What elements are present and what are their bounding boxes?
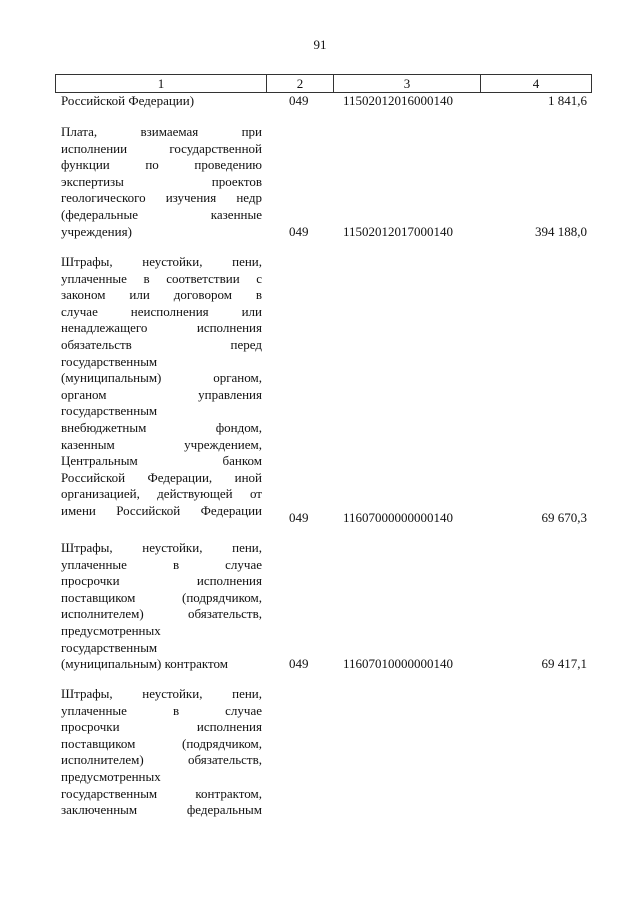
description-line: Штрафы, неустойки, пени, bbox=[61, 686, 262, 701]
row-description bbox=[61, 124, 262, 240]
description-line: Плата, взимаемая при bbox=[61, 124, 262, 139]
description-line: Штрафы, неустойки, пени, bbox=[61, 254, 262, 269]
description-line: заключенным федеральным bbox=[61, 802, 262, 818]
description-line: (муниципальным) органом, bbox=[61, 370, 262, 386]
amount-value: 69 670,3 bbox=[541, 510, 587, 525]
amount-value: 1 841,6 bbox=[548, 93, 587, 108]
admin-code: 049 bbox=[289, 510, 309, 525]
description-line: учреждения) bbox=[61, 223, 132, 239]
description-line: имени Российской Федерации bbox=[61, 502, 262, 518]
amount-value: 394 188,0 bbox=[535, 224, 587, 239]
row-description bbox=[61, 254, 262, 520]
description-line: органом управления bbox=[61, 386, 262, 402]
description-line: случае неисполнения или bbox=[61, 303, 262, 319]
description-line: обязательств перед bbox=[61, 336, 262, 352]
description-line: предусмотренных bbox=[61, 622, 161, 638]
page-number: 91 bbox=[313, 37, 327, 52]
row-description bbox=[61, 93, 262, 110]
description-line: функции по проведению bbox=[61, 157, 262, 173]
description-line: уплаченные в случае bbox=[61, 702, 262, 718]
description-line: государственным bbox=[61, 353, 158, 369]
description-line: уплаченные в соответствии с bbox=[61, 270, 262, 286]
description-line: государственным контрактом, bbox=[61, 785, 262, 801]
description-line: ненадлежащего исполнения bbox=[61, 320, 262, 336]
description-line: предусмотренных bbox=[61, 768, 161, 784]
description-line: просрочки исполнения bbox=[61, 719, 262, 735]
description-line: просрочки исполнения bbox=[61, 573, 262, 589]
description-line: казенным учреждением, bbox=[61, 436, 262, 452]
description-line: исполнителем) обязательств, bbox=[61, 606, 262, 622]
description-line: государственным bbox=[61, 639, 158, 655]
column-header-row bbox=[55, 74, 592, 93]
column-header-4: 4 bbox=[481, 75, 592, 93]
budget-classification-code: 11607000000000140 bbox=[343, 510, 454, 525]
row-description bbox=[61, 540, 262, 673]
description-line: организацией, действующей от bbox=[61, 486, 262, 502]
column-header-1: 1 bbox=[56, 75, 267, 93]
description-line: (муниципальным) контрактом bbox=[61, 656, 228, 672]
description-line: Штрафы, неустойки, пени, bbox=[61, 540, 262, 555]
description-line: Российской Федерации, иной bbox=[61, 469, 262, 485]
column-header-3: 3 bbox=[334, 75, 481, 93]
budget-classification-code: 11502012017000140 bbox=[343, 224, 454, 239]
column-header-2: 2 bbox=[267, 75, 334, 93]
description-line: экспертизы проектов bbox=[61, 173, 262, 189]
description-line: Центральным банком bbox=[61, 453, 262, 469]
description-line: законом или договором в bbox=[61, 287, 262, 303]
description-line: внебюджетным фондом, bbox=[61, 419, 262, 435]
amount-value: 69 417,1 bbox=[541, 656, 587, 671]
description-line: геологического изучения недр bbox=[61, 190, 262, 206]
description-line: исполнении государственной bbox=[61, 140, 262, 156]
admin-code: 049 bbox=[289, 93, 309, 108]
row-description bbox=[61, 686, 262, 819]
admin-code: 049 bbox=[289, 224, 309, 239]
description-line: поставщиком (подрядчиком, bbox=[61, 589, 262, 605]
description-line: (федеральные казенные bbox=[61, 206, 262, 222]
description-line: поставщиком (подрядчиком, bbox=[61, 735, 262, 751]
budget-classification-code: 11502012016000140 bbox=[343, 93, 454, 108]
description-line: исполнителем) обязательств, bbox=[61, 752, 262, 768]
description-line: государственным bbox=[61, 403, 158, 419]
description-line: уплаченные в случае bbox=[61, 556, 262, 572]
budget-classification-code: 11607010000000140 bbox=[343, 656, 454, 671]
admin-code: 049 bbox=[289, 656, 309, 671]
description-line: Российской Федерации) bbox=[61, 93, 195, 108]
